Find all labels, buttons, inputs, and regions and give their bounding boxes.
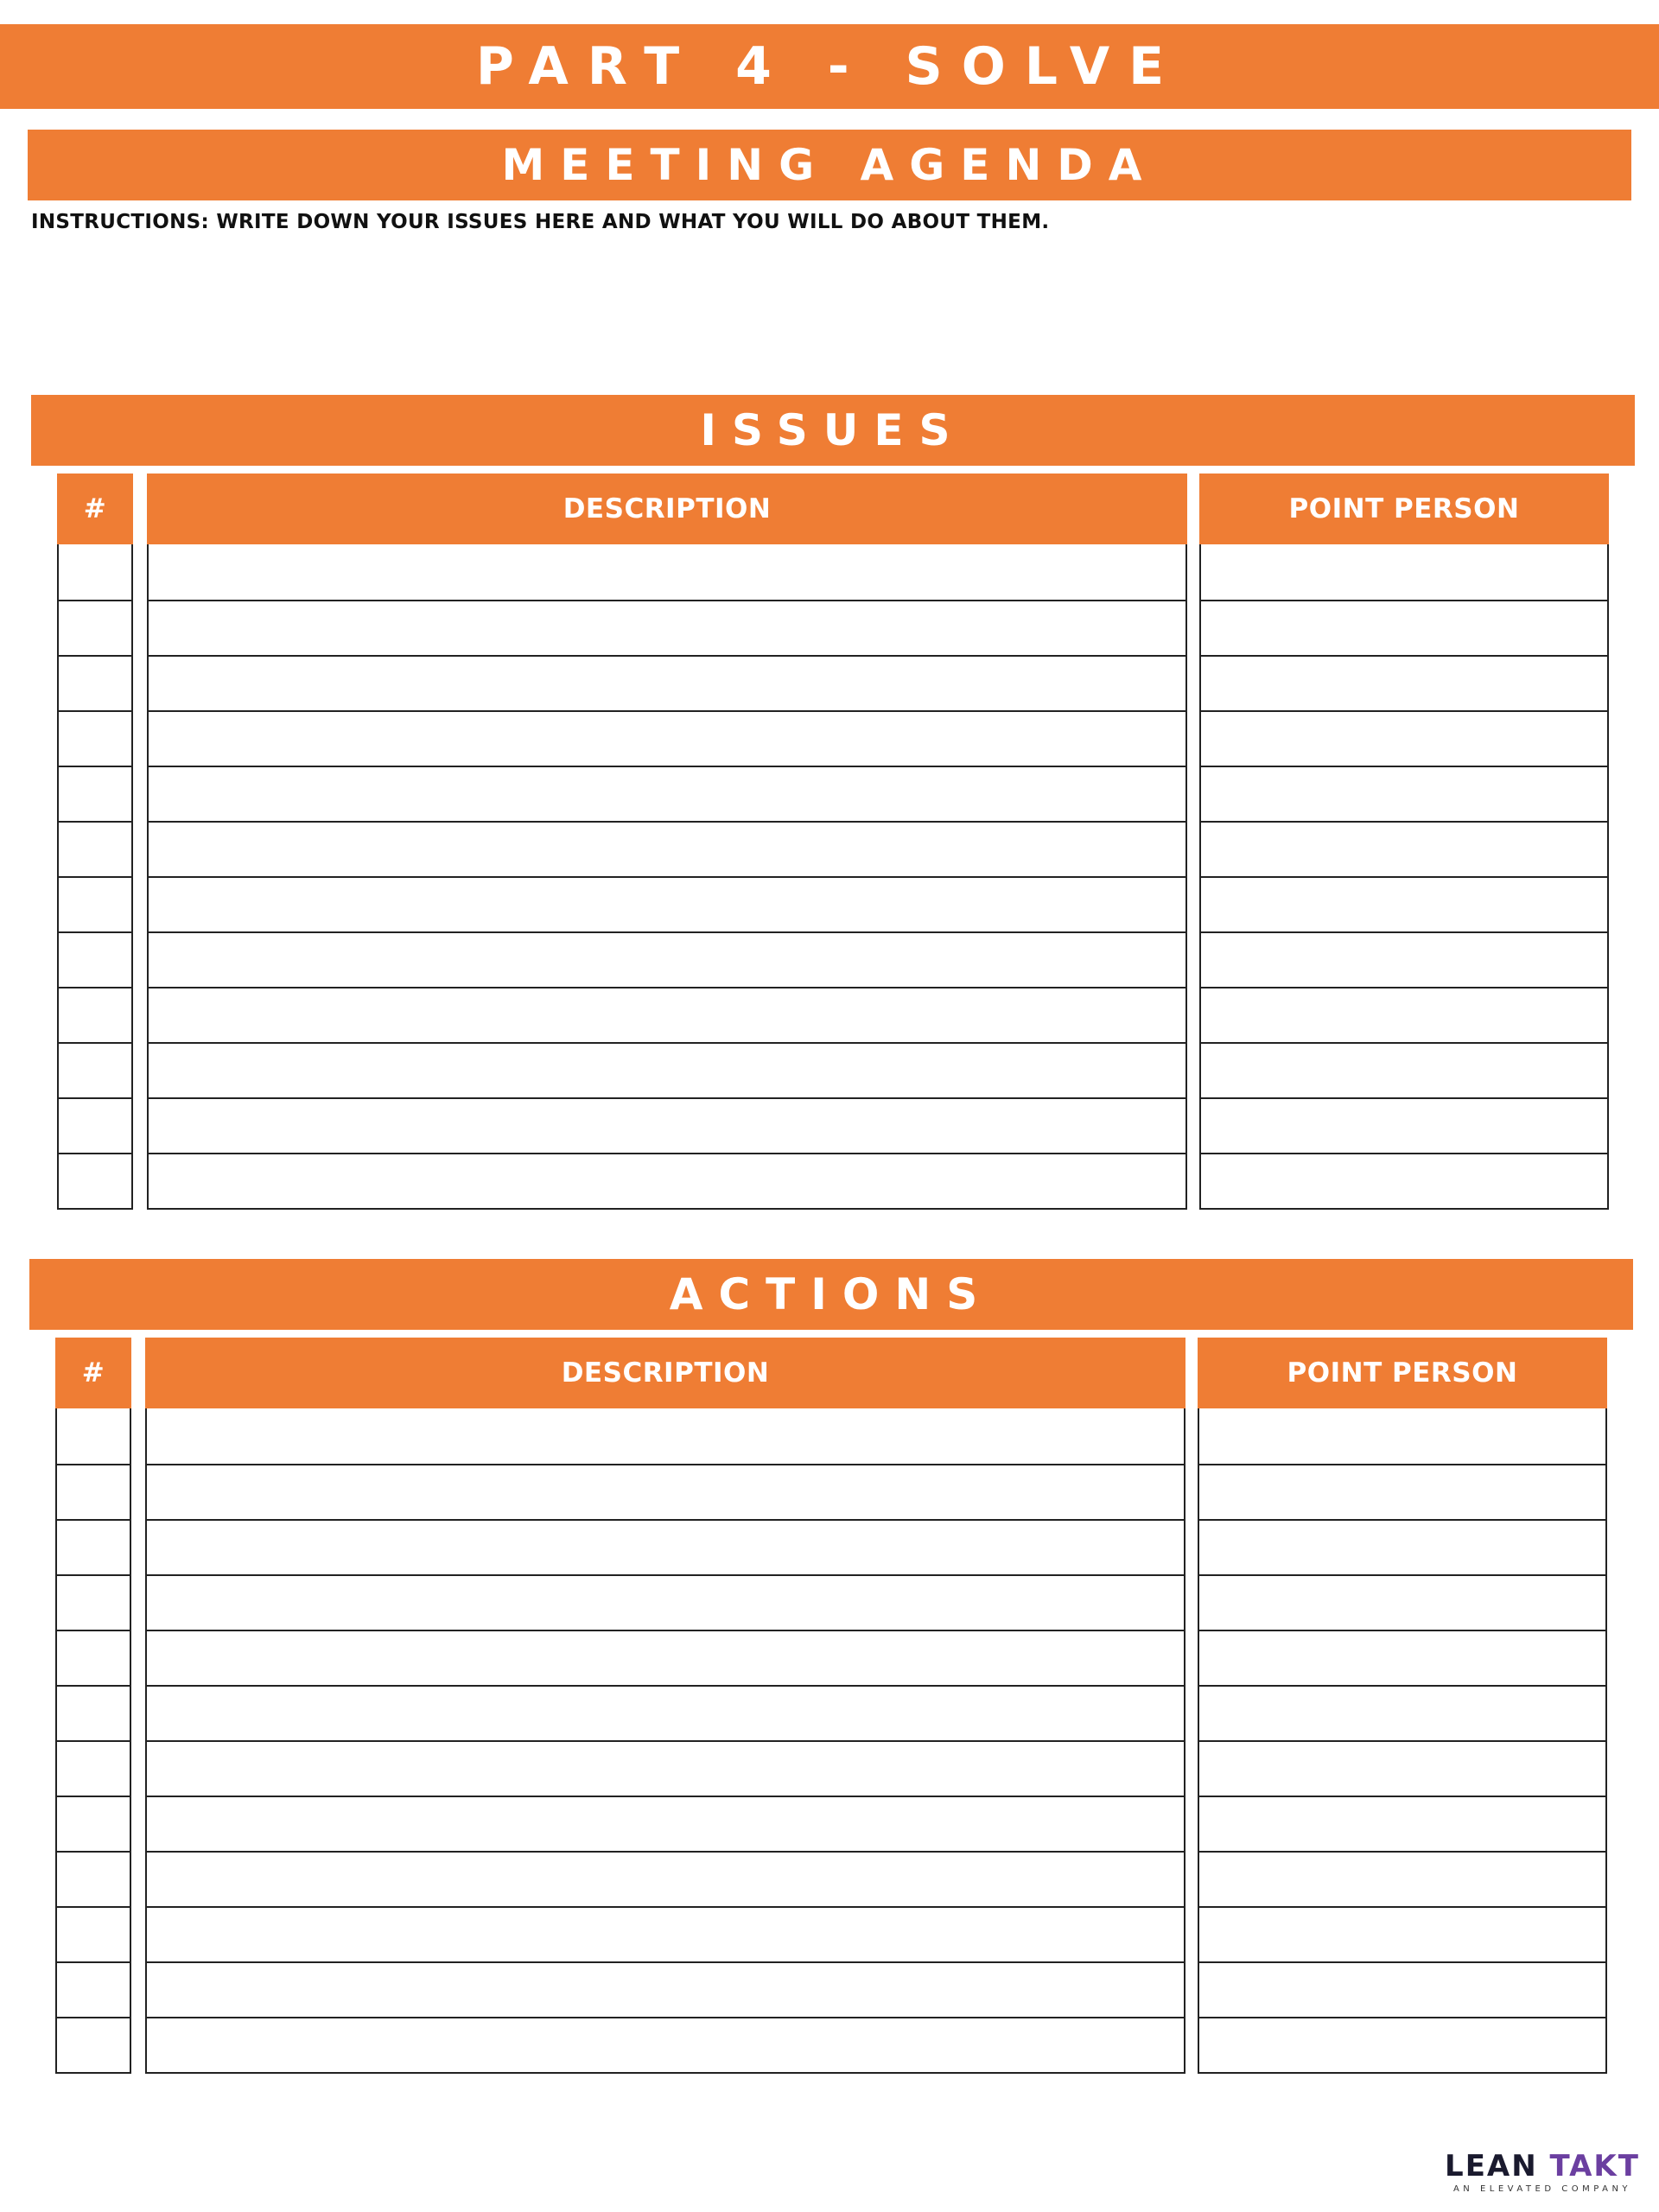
issues-point-person-column <box>1199 474 1609 1210</box>
table-cell[interactable] <box>149 544 1185 600</box>
issues-description-column <box>147 474 1187 1210</box>
table-cell[interactable] <box>59 1042 131 1097</box>
table-cell[interactable] <box>57 2017 130 2072</box>
table-cell[interactable] <box>57 1685 130 1740</box>
issues-point-person-cells <box>1199 544 1609 1210</box>
table-cell[interactable] <box>149 1153 1185 1208</box>
table-cell[interactable] <box>59 1153 131 1208</box>
table-cell[interactable] <box>57 1630 130 1685</box>
table-cell[interactable] <box>1201 931 1607 987</box>
logo-tagline: AN ELEVATED COMPANY <box>1452 2184 1632 2194</box>
table-cell[interactable] <box>147 1630 1184 1685</box>
logo-word-lean: LEAN <box>1445 2149 1538 2183</box>
table-cell[interactable] <box>149 1097 1185 1153</box>
actions-section-title: ACTIONS <box>29 1259 1633 1330</box>
table-cell[interactable] <box>1201 876 1607 931</box>
actions-point-person-column <box>1198 1338 1607 2074</box>
table-cell[interactable] <box>57 1519 130 1574</box>
actions-number-cells <box>55 1408 131 2074</box>
table-cell[interactable] <box>149 821 1185 876</box>
table-cell[interactable] <box>59 876 131 931</box>
issues-description-cells <box>147 544 1187 1210</box>
issues-description-header: DESCRIPTION <box>147 474 1187 544</box>
actions-point-person-header: POINT PERSON <box>1198 1338 1607 1408</box>
actions-description-cells <box>145 1408 1185 2074</box>
table-cell[interactable] <box>147 1519 1184 1574</box>
actions-number-column <box>55 1338 131 2074</box>
table-cell[interactable] <box>147 1740 1184 1796</box>
table-cell[interactable] <box>149 600 1185 655</box>
table-cell[interactable] <box>1199 1685 1605 1740</box>
part-title: PART 4 - SOLVE <box>0 24 1659 109</box>
table-cell[interactable] <box>149 987 1185 1042</box>
table-cell[interactable] <box>149 876 1185 931</box>
table-cell[interactable] <box>1201 1097 1607 1153</box>
table-cell[interactable] <box>147 1796 1184 1851</box>
issues-point-person-header: POINT PERSON <box>1199 474 1609 544</box>
table-cell[interactable] <box>1201 600 1607 655</box>
table-cell[interactable] <box>57 1851 130 1906</box>
table-cell[interactable] <box>1199 1464 1605 1519</box>
table-cell[interactable] <box>1201 1153 1607 1208</box>
table-cell[interactable] <box>1199 1740 1605 1796</box>
table-cell[interactable] <box>57 1961 130 2017</box>
table-cell[interactable] <box>57 1740 130 1796</box>
table-cell[interactable] <box>1199 1630 1605 1685</box>
logo-word-takt: TAKT <box>1549 2149 1640 2183</box>
table-cell[interactable] <box>57 1796 130 1851</box>
table-cell[interactable] <box>59 766 131 821</box>
table-cell[interactable] <box>59 931 131 987</box>
table-cell[interactable] <box>1199 2017 1605 2072</box>
table-cell[interactable] <box>149 766 1185 821</box>
table-cell[interactable] <box>1199 1408 1605 1464</box>
table-cell[interactable] <box>147 2017 1184 2072</box>
table-cell[interactable] <box>1201 987 1607 1042</box>
table-cell[interactable] <box>1201 544 1607 600</box>
table-cell[interactable] <box>1199 1574 1605 1630</box>
table-cell[interactable] <box>57 1906 130 1961</box>
table-cell[interactable] <box>147 1906 1184 1961</box>
table-cell[interactable] <box>59 544 131 600</box>
table-cell[interactable] <box>59 1097 131 1153</box>
issues-number-header: # <box>57 474 133 544</box>
table-cell[interactable] <box>149 931 1185 987</box>
table-cell[interactable] <box>1199 1796 1605 1851</box>
table-cell[interactable] <box>57 1464 130 1519</box>
table-cell[interactable] <box>1201 1042 1607 1097</box>
actions-point-person-cells <box>1198 1408 1607 2074</box>
table-cell[interactable] <box>1201 655 1607 710</box>
table-cell[interactable] <box>59 821 131 876</box>
table-cell[interactable] <box>1199 1851 1605 1906</box>
table-cell[interactable] <box>59 600 131 655</box>
table-cell[interactable] <box>147 1464 1184 1519</box>
meeting-agenda-title: MEETING AGENDA <box>28 130 1631 200</box>
table-cell[interactable] <box>149 710 1185 766</box>
table-cell[interactable] <box>1199 1906 1605 1961</box>
issues-number-cells <box>57 544 133 1210</box>
issues-number-column <box>57 474 133 1210</box>
table-cell[interactable] <box>1201 710 1607 766</box>
issues-section-title: ISSUES <box>31 395 1635 466</box>
table-cell[interactable] <box>147 1851 1184 1906</box>
table-cell[interactable] <box>147 1685 1184 1740</box>
table-cell[interactable] <box>1201 766 1607 821</box>
logo-wordmark <box>1443 2150 1642 2183</box>
table-cell[interactable] <box>59 655 131 710</box>
instructions-text: INSTRUCTIONS: WRITE DOWN YOUR ISSUES HERE AND WHAT YOU WILL DO ABOUT THEM. <box>31 211 1050 233</box>
table-cell[interactable] <box>57 1574 130 1630</box>
actions-description-header: DESCRIPTION <box>145 1338 1185 1408</box>
table-cell[interactable] <box>59 987 131 1042</box>
table-cell[interactable] <box>147 1408 1184 1464</box>
table-cell[interactable] <box>147 1961 1184 2017</box>
actions-number-header: # <box>55 1338 131 1408</box>
table-cell[interactable] <box>1199 1519 1605 1574</box>
table-cell[interactable] <box>59 710 131 766</box>
table-cell[interactable] <box>1201 821 1607 876</box>
actions-description-column <box>145 1338 1185 2074</box>
lean-takt-logo <box>1443 2150 1642 2194</box>
table-cell[interactable] <box>147 1574 1184 1630</box>
table-cell[interactable] <box>149 655 1185 710</box>
table-cell[interactable] <box>57 1408 130 1464</box>
table-cell[interactable] <box>1199 1961 1605 2017</box>
table-cell[interactable] <box>149 1042 1185 1097</box>
